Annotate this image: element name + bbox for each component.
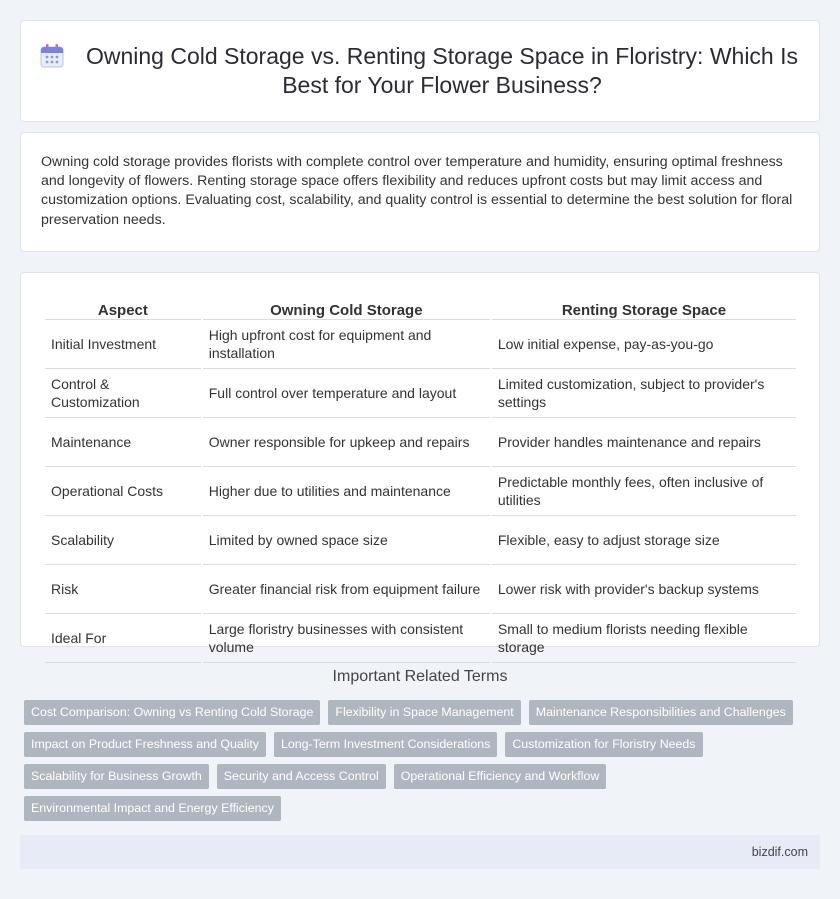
- table-row: [45, 565, 796, 614]
- related-term-tag[interactable]: Cost Comparison: Owning vs Renting Cold Storage: [24, 700, 320, 725]
- table-cell-renting: Small to medium florists needing flexible storage: [492, 614, 796, 663]
- table-cell-renting: Lower risk with provider's backup systems: [492, 565, 796, 614]
- table-cell-aspect: Maintenance: [45, 418, 201, 467]
- table-cell-owning: Higher due to utilities and maintenance: [203, 467, 490, 516]
- header-renting: Renting Storage Space: [492, 293, 796, 320]
- table-cell-aspect: Operational Costs: [45, 467, 201, 516]
- table-row: [45, 614, 796, 663]
- table-row: [45, 516, 796, 565]
- table-cell-aspect: Scalability: [45, 516, 201, 565]
- table-cell-owning: High upfront cost for equipment and installation: [203, 320, 490, 369]
- table-cell-aspect: Initial Investment: [45, 320, 201, 369]
- related-term-tag[interactable]: Customization for Floristry Needs: [505, 732, 702, 757]
- header-aspect: Aspect: [45, 293, 201, 320]
- related-term-tag[interactable]: Scalability for Business Growth: [24, 764, 209, 789]
- related-terms-tags: [24, 700, 814, 828]
- table-cell-owning: Owner responsible for upkeep and repairs: [203, 418, 490, 467]
- footer-site-link[interactable]: bizdif.com: [751, 845, 808, 859]
- related-term-tag[interactable]: Environmental Impact and Energy Efficiency: [24, 796, 281, 821]
- intro-card: [20, 132, 820, 252]
- table-cell-owning: Large floristry businesses with consistent volume: [203, 614, 490, 663]
- comparison-table: [43, 293, 798, 663]
- table-cell-owning: Full control over temperature and layout: [203, 369, 490, 418]
- related-term-tag[interactable]: Maintenance Responsibilities and Challenges: [529, 700, 793, 725]
- table-cell-renting: Provider handles maintenance and repairs: [492, 418, 796, 467]
- title-card: [20, 20, 820, 122]
- table-cell-renting: Predictable monthly fees, often inclusive of utilities: [492, 467, 796, 516]
- table-cell-aspect: Control & Customization: [45, 369, 201, 418]
- page-title: Owning Cold Storage vs. Renting Storage Space in Floristry: Which Is Best for Your Flower Business?: [85, 43, 799, 98]
- related-term-tag[interactable]: Impact on Product Freshness and Quality: [24, 732, 266, 757]
- table-row: [45, 369, 796, 418]
- table-cell-aspect: Ideal For: [45, 614, 201, 663]
- table-cell-renting: Low initial expense, pay-as-you-go: [492, 320, 796, 369]
- table-header-row: [45, 293, 796, 320]
- related-term-tag[interactable]: Flexibility in Space Management: [328, 700, 520, 725]
- comparison-table-card: [20, 272, 820, 655]
- table-cell-renting: Limited customization, subject to provider's settings: [492, 369, 796, 418]
- table-row: [45, 418, 796, 467]
- related-term-tag[interactable]: Long-Term Investment Considerations: [274, 732, 497, 757]
- related-term-tag[interactable]: Security and Access Control: [217, 764, 386, 789]
- table-row: [45, 467, 796, 516]
- header-owning: Owning Cold Storage: [203, 293, 490, 320]
- table-cell-aspect: Risk: [45, 565, 201, 614]
- related-terms-heading: Important Related Terms: [332, 668, 508, 685]
- title-wrap: [38, 42, 802, 100]
- table-row: [45, 320, 796, 369]
- intro-paragraph: Owning cold storage provides florists with complete control over temperature and humidity, ensuring optimal freshness and longevity of flowers. Renting storage space offers flexibility and reduces upfront costs but may limit access and customization options. Evaluating cost, scalability, and quality control is essential to determine the best solution for floral preservation needs.: [41, 154, 793, 228]
- footer: [20, 835, 820, 869]
- related-term-tag[interactable]: Operational Efficiency and Workflow: [394, 764, 607, 789]
- table-cell-owning: Limited by owned space size: [203, 516, 490, 565]
- table-cell-renting: Flexible, easy to adjust storage size: [492, 516, 796, 565]
- table-cell-owning: Greater financial risk from equipment failure: [203, 565, 490, 614]
- calendar-icon: [38, 42, 66, 70]
